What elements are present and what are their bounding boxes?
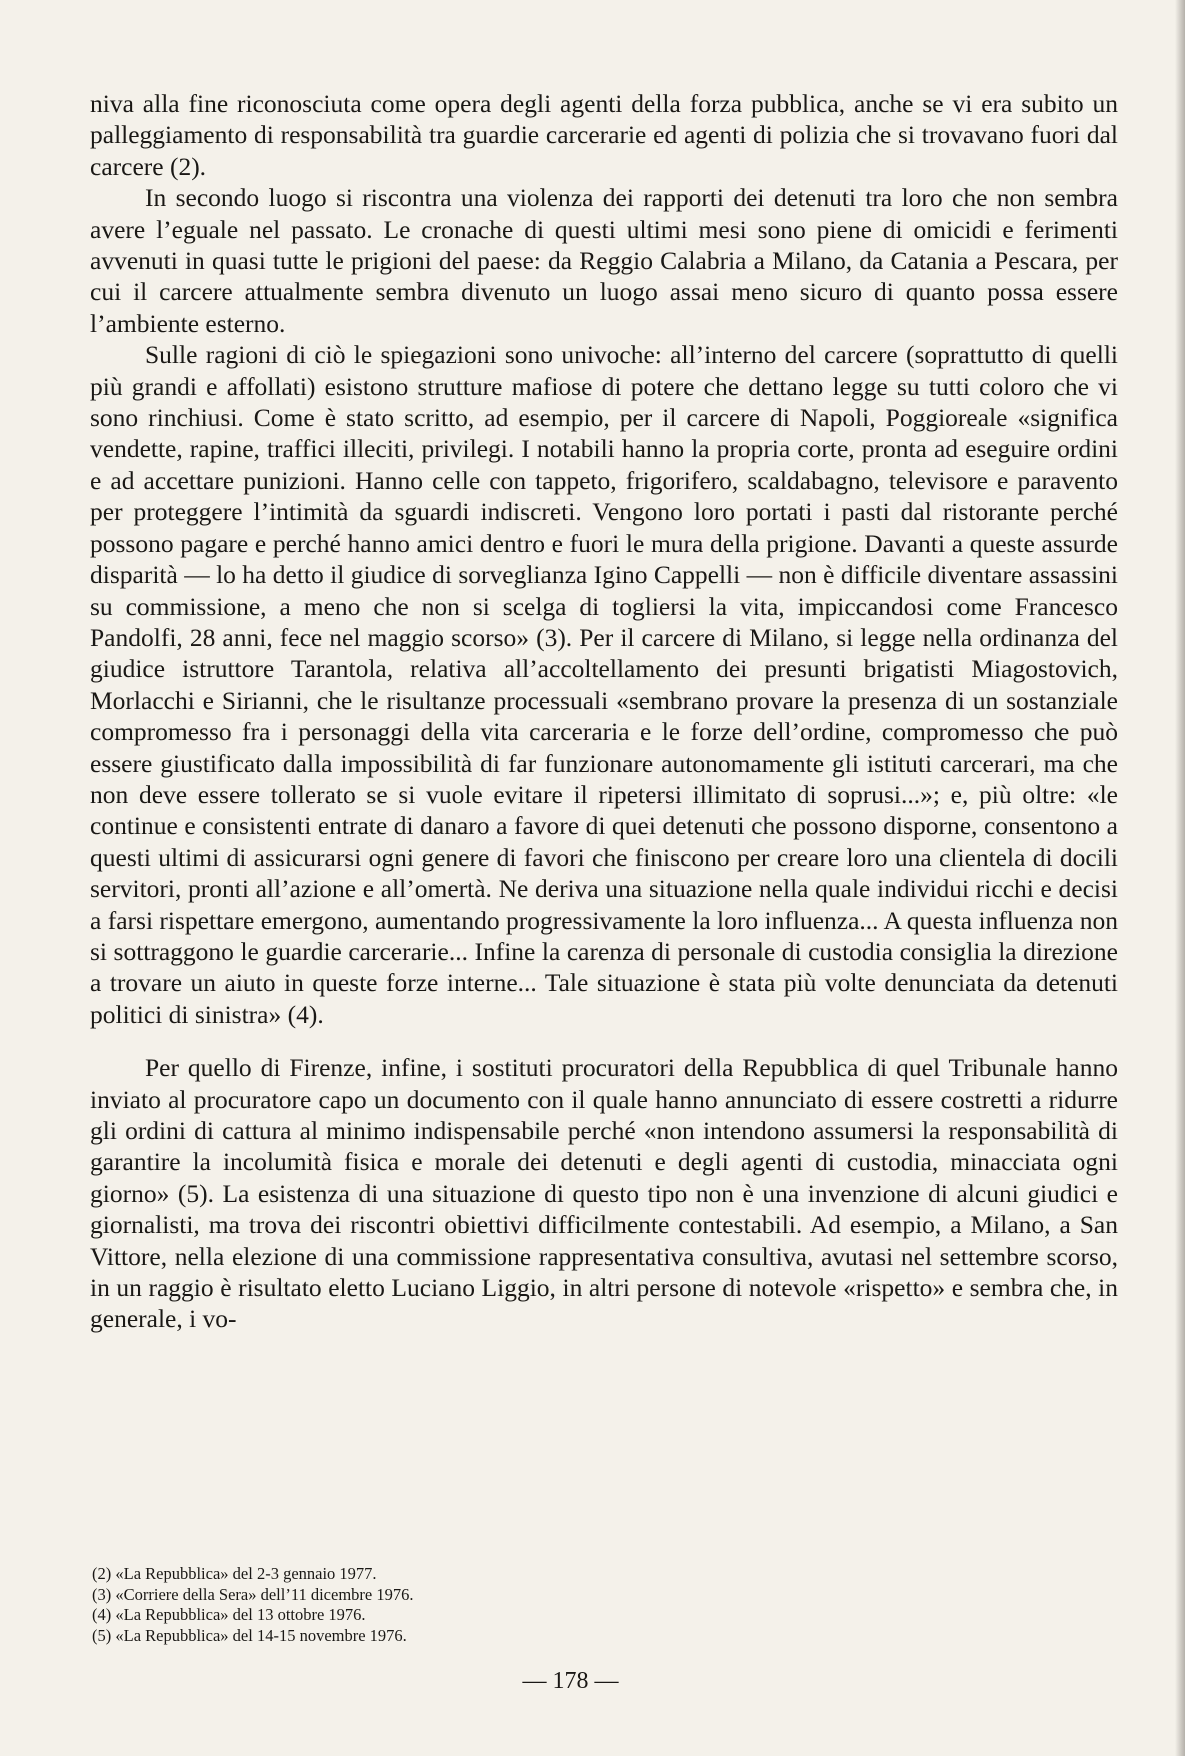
paragraph-4: Per quello di Firenze, infine, i sostituti procuratori della Repubblica di quel Tribunale hanno inviato al procuratore capo un documento con il quale hanno annunciato di essere costretti a ridurre gli ordini di cattura al minimo indispensabile perché «non intendono assumersi la responsabilità di garantire la incolumità fisica e morale dei detenuti e degli agenti di custodia, minacciata ogni giorno» (5). La esistenza di una situazione di questo tipo non è una invenzione di alcuni giudici e giornalisti, ma trova dei riscontri obiettivi difficilmente contestabili. Ad esempio, a Milano, a San Vittore, nella elezione di una commissione rappresentativa consultiva, avutasi nel settembre scorso, in un raggio è risultato eletto Luciano Liggio, in altri persone di notevole «rispetto» e sembra che, in generale, i vo- bbox=[90, 1053, 1118, 1334]
paragraph-1: niva alla fine riconosciuta come opera degli agenti della forza pubblica, anche se vi era subito un palleggiamento di responsabilità tra guardie carcerarie ed agenti di polizia che si trovavano fuori dal carcere (2). bbox=[90, 89, 1118, 181]
footnote-2: (2) «La Repubblica» del 2-3 gennaio 1977. bbox=[92, 1564, 377, 1583]
footnote-3: (3) «Corriere della Sera» dell’11 dicembre 1976. bbox=[92, 1584, 414, 1604]
footnote-4: (4) «La Repubblica» del 13 ottobre 1976. bbox=[92, 1605, 366, 1624]
footnotes bbox=[92, 1564, 792, 1646]
body-text bbox=[90, 88, 1118, 1335]
paragraph-2: In secondo luogo si riscontra una violenza dei rapporti dei detenuti tra loro che non sembra avere l’eguale nel passato. Le cronache di questi ultimi mesi sono piene di omicidi e ferimenti avvenuti in quasi tutte le prigioni del paese: da Reggio Calabria a Milano, da Catania a Pescara, per cui il carcere attualmente sembra divenuto un luogo assai meno sicuro di quanto possa essere l’ambiente esterno. bbox=[90, 183, 1118, 338]
page-edge-shadow bbox=[1175, 0, 1185, 1756]
paragraph-3: Sulle ragioni di ciò le spiegazioni sono univoche: all’interno del carcere (soprattutto di quelli più grandi e affollati) esistono strutture mafiose di potere che dettano legge su tutti coloro che vi sono rinchiusi. Come è stato scritto, ad esempio, per il carcere di Napoli, Poggioreale «significa vendette, rapine, traffici illeciti, privilegi. I notabili hanno la propria corte, pronta ad eseguire ordini e ad accettare punizioni. Hanno celle con tappeto, frigorifero, scaldabagno, televisore e paravento per proteggere l’intimità da sguardi indiscreti. Vengono loro portati i pasti dal ristorante perché possono pagare e perché hanno amici dentro e fuori le mura della prigione. Davanti a queste assurde disparità — lo ha detto il giudice di sorveglianza Igino Cappelli — non è difficile diventare assassini su commissione, a meno che non si scelga di togliersi la vita, impiccandosi come Francesco Pandolfi, 28 anni, fece nel maggio scorso» (3). Per il carcere di Milano, si legge nella ordinanza del giudice istruttore Tarantola, relativa all’accoltellamento dei presunti brigatisti Miagostovich, Morlacchi e Sirianni, che le risultanze processuali «sembrano provare la presenza di un sostanziale compromesso fra i personaggi della vita carceraria e le forze dell’ordine, compromesso che può essere giustificato dalla impossibilità di far funzionare autonomamente gli istituti carcerari, ma che non deve essere tollerato se si vuole evitare il ripetersi illimitato di soprusi...»; e, più oltre: «le continue e consistenti entrate di danaro a favore di quei detenuti che possono disporne, consentono a questi ultimi di assicurarsi ogni genere di favori che finiscono per creare loro una clientela di docili servitori, pronti all’azione e all’omertà. Ne deriva una situazione nella quale individui ricchi e decisi a farsi rispettare emergono, aumentando progressivamente la loro influenza... A questa influenza non si sottraggono le guardie carcerarie... Infine la carenza di personale di custodia consiglia la direzione a trovare un aiuto in queste forze interne... Tale situazione è stata più volte denunciata da detenuti politici di sinistra» (4). bbox=[90, 340, 1118, 1029]
page-number: — 178 — bbox=[522, 1668, 619, 1694]
footnote-5: (5) «La Repubblica» del 14-15 novembre 1976. bbox=[92, 1625, 407, 1645]
